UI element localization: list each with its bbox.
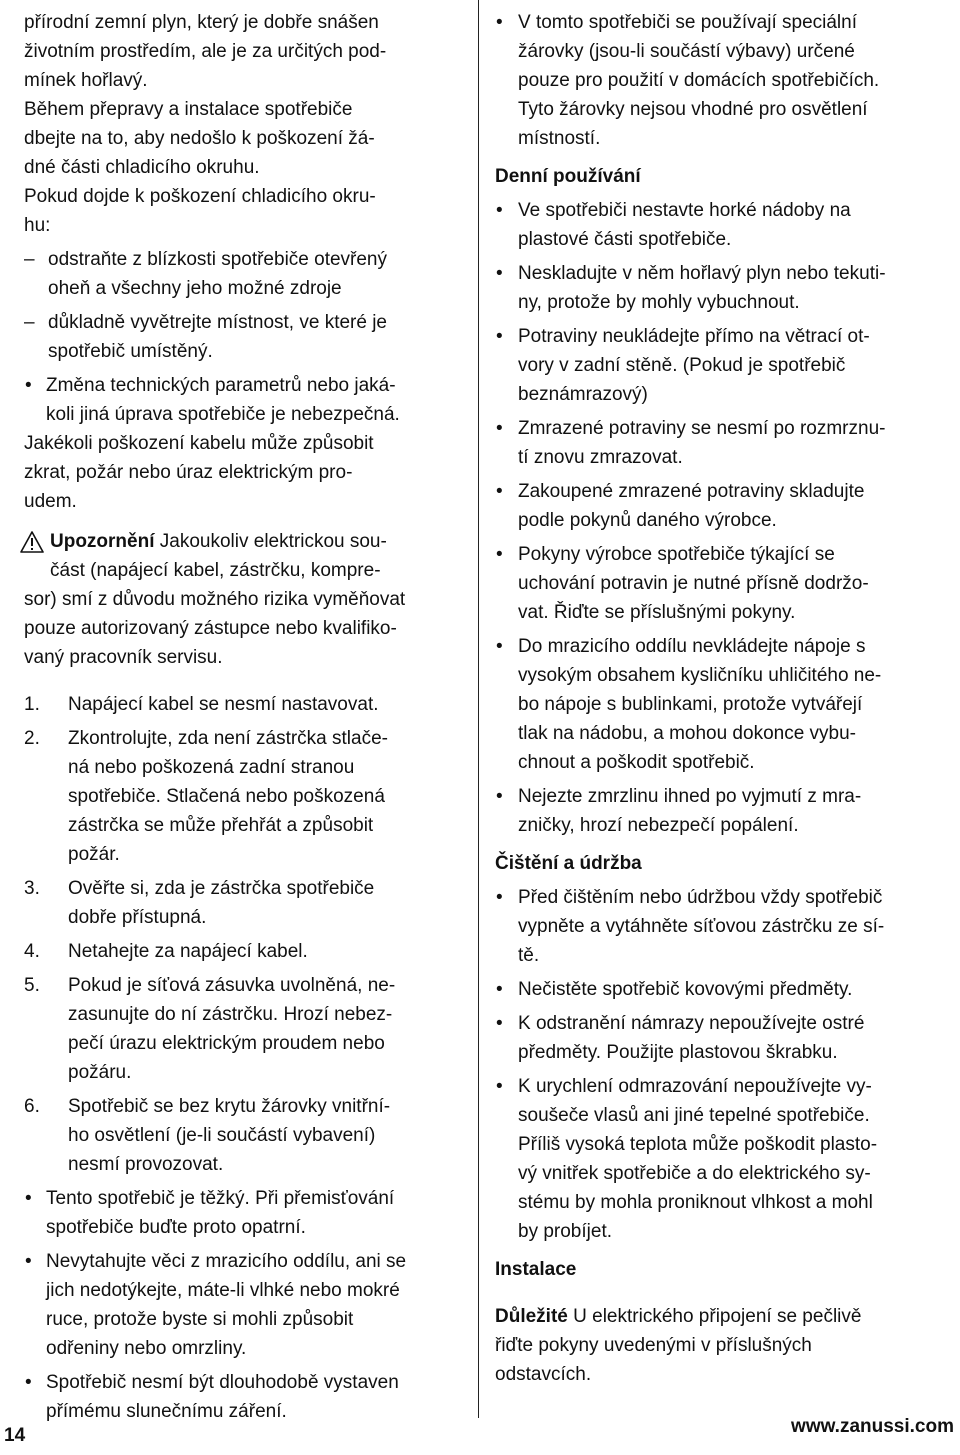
page-number: 14 <box>4 1425 26 1446</box>
important-label: Důležité <box>495 1306 568 1327</box>
column-divider <box>478 0 479 1418</box>
warning-label: Upozornění <box>50 531 155 552</box>
warning-rest: sor) smí z důvodu možného rizika vyměňovat pouze autorizovaný zástupce nebo kvalifiko- vaný pracovník servisu. <box>24 589 406 668</box>
bullet-item-defrost-speed: • K urychlení odmrazování nepoužívejte vy- soušeče vlasů ani jiné tepelné spotřebiče. Příliš vysoká teplota může poškodit plasto- vý vnitřek spotřebiče a do elektrického sy- stému by mohla proniknout vlhkost a mohl by probíjet. <box>496 1076 878 1242</box>
bullet-item-sunlight: • Spotřebič nesmí být dlouhodobě vystaven přímému slunečnímu záření. <box>24 1368 464 1426</box>
cable-paragraph: Jakékoli poškození kabelu může způsobit zkrat, požár nebo úraz elektrickým pro- udem. <box>24 433 374 512</box>
bullet-item-metal-objects: • Nečistěte spotřebič kovovými předměty. <box>496 979 853 1000</box>
website-footer: www.zanussi.com <box>791 1416 954 1437</box>
bullet-mark: • <box>25 375 32 396</box>
numbered-item-5: 5. Pokud je síťová zásuvka uvolněná, ne- zasunujte do ní zástrčku. Hrozí nebez- pečí úrazu elektrickým proudem nebo požáru. <box>24 975 396 1083</box>
numbered-item-3: 3. Ověřte si, zda je zástrčka spotřebiče dobře přístupná. <box>24 878 375 928</box>
bullet-item-hot-pots: • Ve spotřebiči nestavte horké nádoby na plastové části spotřebiče. <box>496 200 851 250</box>
bullet-item-vents: • Potraviny neukládejte přímo na větrací ot- vory v zadní stěně. (Pokud je spotřebič beznámrazový) <box>496 326 870 405</box>
bullet-mark: • <box>496 12 503 33</box>
bullet-mark: • <box>25 1251 32 1272</box>
numbered-item-1: 1. Napájecí kabel se nesmí nastavovat. <box>24 694 379 715</box>
dash-mark: – <box>24 312 35 333</box>
left-column <box>24 8 464 1426</box>
dash-mark: – <box>24 249 35 270</box>
numbered-item-6: 6. Spotřebič se bez krytu žárovky vnitřní- ho osvětlení (je-li součástí vybavení) nesmí provozovat. <box>24 1096 391 1175</box>
bullet-item-manufacturer-instructions: • Pokyny výrobce spotřebiče týkající se uchování potravin je nutné přísně dodržo- vat. Řiďte se příslušnými pokyny. <box>496 544 869 623</box>
warning-second-line: část (napájecí kabel, zástrčku, kompre- <box>50 560 381 581</box>
intro-paragraph: přírodní zemní plyn, který je dobře snášen životním prostředím, ale je za určitých pod- mínek hořlavý. <box>24 12 387 91</box>
numbered-item-2: 2. Zkontrolujte, zda není zástrčka stlače- ná nebo poškozená zadní stranou spotřebiče. Stlačená nebo poškozená zástrčka se může přehřát a způsobit požár. <box>24 728 388 865</box>
bullet-item-heavy: • Tento spotřebič je těžký. Při přemisťování spotřebiče buďte proto opatrní. <box>24 1184 464 1242</box>
bullet-item-carbonated-drinks: • Do mrazicího oddílu nevkládejte nápoje s vysokým obsahem kysličníku uhličitého ne- bo nápoje s bublinkami, protože vytvářejí tlak na nádobu, a mohou dokonce vybu- chnout a poškodit spotřebič. <box>496 636 882 773</box>
bullet-mark: • <box>25 1372 32 1393</box>
section-heading-installation: Instalace <box>495 1259 577 1280</box>
section-heading-cleaning: Čištění a údržba <box>495 853 642 874</box>
damage-paragraph: Pokud dojde k poškození chladicího okru- hu: <box>24 186 376 236</box>
bullet-item-wet-hands: • Nevytahujte věci z mrazicího oddílu, ani se jich nedotýkejte, máte-li vlhké nebo mokré ruce, protože byste si mohli způsobit odřeniny nebo omrzliny. <box>24 1247 464 1363</box>
warning-first-line: Upozornění Jakoukoliv elektrickou sou- <box>24 527 464 556</box>
bullet-item-bulbs: • V tomto spotřebiči se používají speciální žárovky (jsou-li součástí výbavy) určené pouze pro použití v domácích spotřebičích. Tyto žárovky nejsou vhodné pro osvětlení místností. <box>495 8 935 153</box>
warning-triangle-icon <box>20 531 44 553</box>
important-paragraph: Důležité U elektrického připojení se pečlivě řiďte pokyny uvedenými v příslušných odstavcích. <box>495 1306 862 1385</box>
bullet-item-ice-cream: • Nejezte zmrzlinu ihned po vyjmutí z mra- zničky, hrozí nebezpečí popálení. <box>496 786 862 836</box>
bullet-item-frost-removal: • K odstranění námrazy nepoužívejte ostré předměty. Použijte plastovou škrabku. <box>496 1013 865 1063</box>
warning-block <box>24 527 464 672</box>
bullet-mark: • <box>25 1188 32 1209</box>
right-column <box>495 8 935 1389</box>
bullet-item-unplug: • Před čištěním nebo údržbou vždy spotřebič vypněte a vytáhněte síťovou zástrčku ze sí- tě. <box>496 887 885 966</box>
dash-item-remove-flame: – odstraňte z blízkosti spotřebiče otevřený oheň a všechny jeho možné zdroje <box>24 245 464 303</box>
numbered-item-4: 4. Netahejte za napájecí kabel. <box>24 941 308 962</box>
section-heading-daily-use: Denní používání <box>495 166 641 187</box>
bullet-item-store-frozen: • Zakoupené zmrazené potraviny skladujte podle pokynů daného výrobce. <box>496 481 865 531</box>
dash-item-ventilate: – důkladně vyvětrejte místnost, ve které je spotřebič umístěný. <box>24 308 464 366</box>
transport-paragraph: Během přepravy a instalace spotřebiče dbejte na to, aby nedošlo k poškození žá- dné části chladicího okruhu. <box>24 99 375 178</box>
bullet-item-refreeze: • Zmrazené potraviny se nesmí po rozmrznu- tí znovu zmrazovat. <box>496 418 886 468</box>
bullet-item-modification: • Změna technických parametrů nebo jaká- koli jiná úprava spotřebiče je nebezpečná. <box>24 371 464 429</box>
bullet-item-flammable-gas: • Neskladujte v něm hořlavý plyn nebo tekuti- ny, protože by mohly vybuchnout. <box>496 263 886 313</box>
